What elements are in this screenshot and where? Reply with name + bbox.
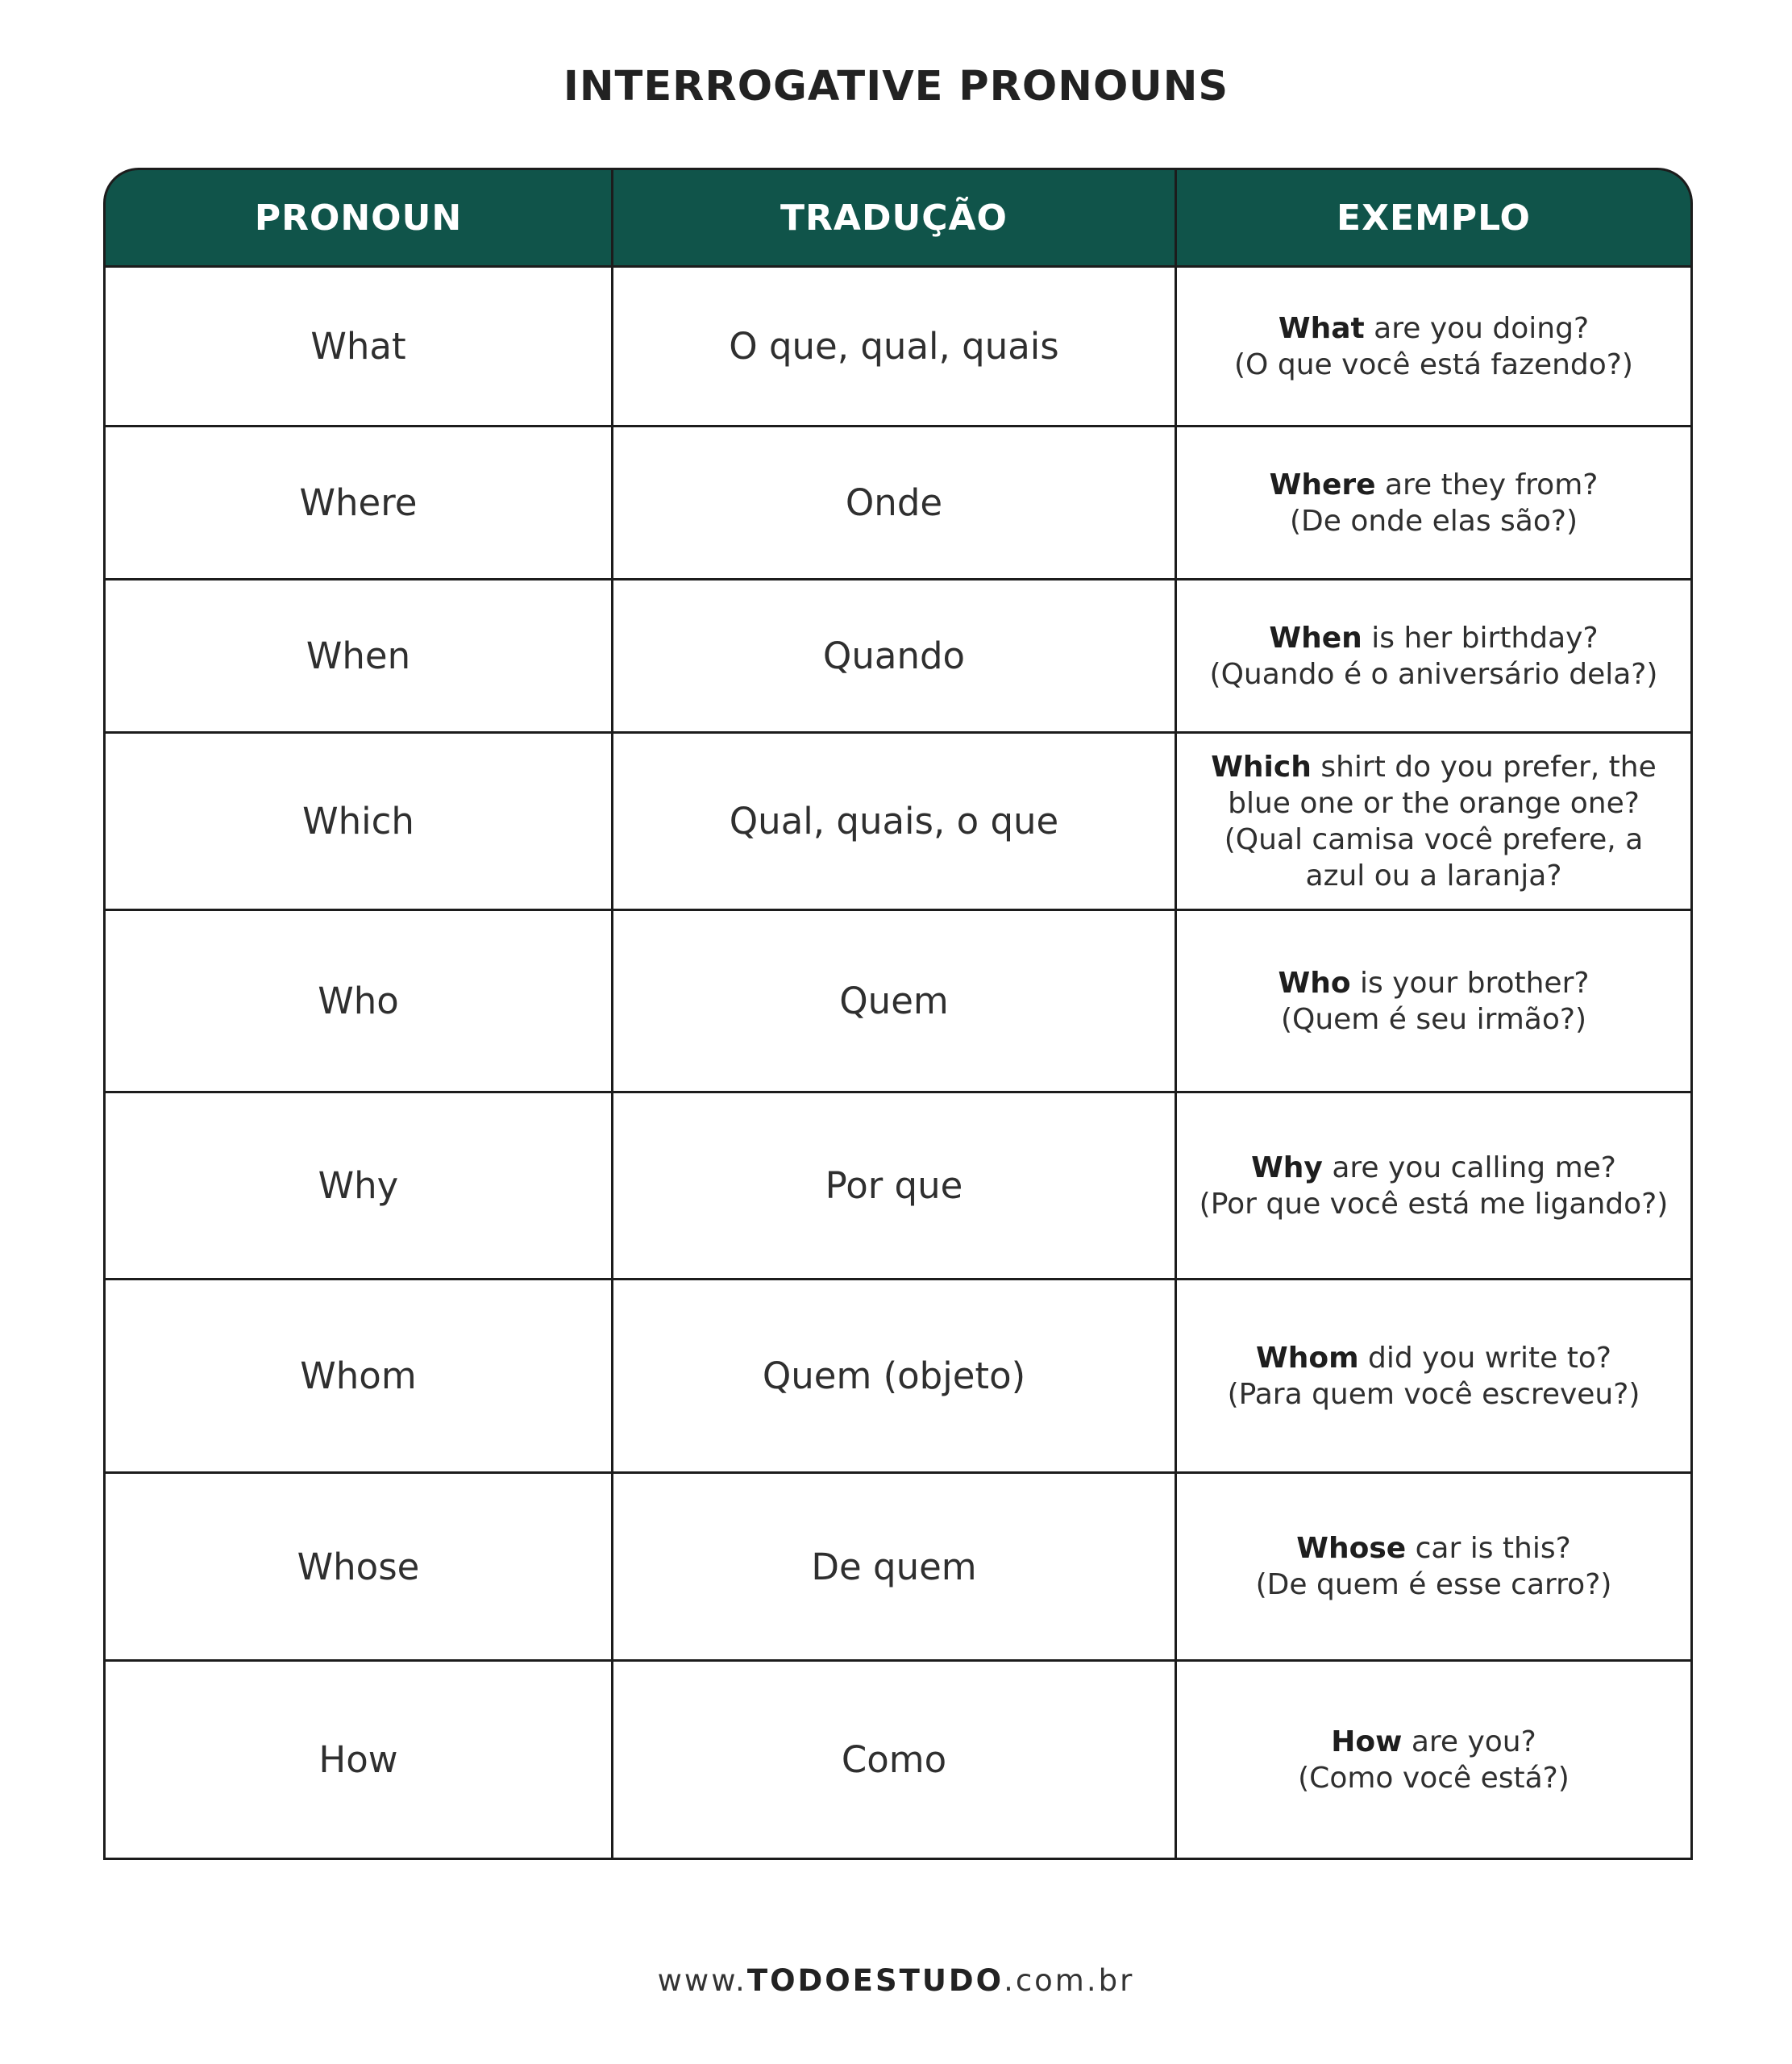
- example-translation: (Quando é o aniversário dela?): [1209, 657, 1658, 691]
- pronoun-cell: Who: [103, 911, 611, 1093]
- example-keyword: Whose: [1296, 1532, 1407, 1565]
- example-first-line: [1191, 620, 1676, 656]
- example-sentence: is your brother?: [1350, 966, 1590, 1000]
- example-cell: [1175, 1093, 1693, 1280]
- footer-brand: TODOESTUDO: [746, 1963, 1004, 1998]
- footer-suffix: .com.br: [1004, 1963, 1135, 1998]
- footer-prefix: www.: [657, 1963, 747, 1998]
- table-row: [103, 268, 1693, 427]
- example-first-line: [1191, 1150, 1676, 1186]
- example-cell: [1175, 580, 1693, 734]
- example-sentence: are you doing?: [1364, 311, 1590, 345]
- table-row: [103, 427, 1693, 580]
- translation-cell: Quando: [611, 580, 1175, 734]
- pronoun-cell: Whose: [103, 1474, 611, 1662]
- example-sentence: is her birthday?: [1362, 621, 1599, 655]
- example-sentence: are you?: [1402, 1725, 1536, 1758]
- example-keyword: What: [1278, 311, 1365, 345]
- example-cell: [1175, 911, 1693, 1093]
- example-cell: [1175, 1474, 1693, 1662]
- example-sentence: are you calling me?: [1322, 1151, 1616, 1184]
- table-row: [103, 1280, 1693, 1474]
- example-translation: (O que você está fazendo?): [1234, 347, 1633, 381]
- table-row: [103, 580, 1693, 734]
- table-row: [103, 1093, 1693, 1280]
- example-keyword: How: [1331, 1725, 1403, 1758]
- pronoun-cell: Why: [103, 1093, 611, 1280]
- example-first-line: [1191, 1340, 1676, 1376]
- pronoun-table-container: [103, 168, 1693, 1860]
- example-sentence: shirt do you prefer, the blue one or the orange one?: [1228, 750, 1657, 820]
- pronoun-cell: Whom: [103, 1280, 611, 1474]
- translation-cell: De quem: [611, 1474, 1175, 1662]
- example-translation: (Para quem você escreveu?): [1227, 1377, 1640, 1411]
- example-cell: [1175, 734, 1693, 911]
- header-traducao: TRADUÇÃO: [611, 168, 1175, 268]
- pronoun-cell: How: [103, 1662, 611, 1860]
- table-row: [103, 734, 1693, 911]
- example-sentence: car is this?: [1406, 1532, 1571, 1565]
- example-cell: [1175, 1662, 1693, 1860]
- example-keyword: Why: [1251, 1151, 1323, 1184]
- example-first-line: [1191, 749, 1676, 822]
- translation-cell: Qual, quais, o que: [611, 734, 1175, 911]
- page-title: INTERROGATIVE PRONOUNS: [563, 63, 1229, 110]
- header-pronoun: PRONOUN: [103, 168, 611, 268]
- translation-cell: Quem (objeto): [611, 1280, 1175, 1474]
- example-keyword: Who: [1278, 966, 1351, 1000]
- example-cell: [1175, 268, 1693, 427]
- example-translation: (Como você está?): [1298, 1761, 1570, 1795]
- example-translation: (De quem é esse carro?): [1255, 1568, 1612, 1601]
- example-translation: (Por que você está me ligando?): [1199, 1187, 1669, 1221]
- example-keyword: Whom: [1256, 1341, 1359, 1375]
- example-translation: (De onde elas são?): [1289, 504, 1578, 538]
- translation-cell: Por que: [611, 1093, 1175, 1280]
- pronoun-cell: What: [103, 268, 611, 427]
- translation-cell: Como: [611, 1662, 1175, 1860]
- table-row: [103, 911, 1693, 1093]
- example-translation: (Quem é seu irmão?): [1280, 1002, 1587, 1036]
- translation-cell: O que, qual, quais: [611, 268, 1175, 427]
- example-first-line: [1191, 965, 1676, 1001]
- table-row: [103, 1662, 1693, 1860]
- example-first-line: [1191, 1724, 1676, 1760]
- pronoun-cell: When: [103, 580, 611, 734]
- header-exemplo: EXEMPLO: [1175, 168, 1693, 268]
- example-cell: [1175, 1280, 1693, 1474]
- footer-website: [0, 1963, 1792, 1998]
- example-keyword: Where: [1269, 468, 1376, 501]
- example-keyword: When: [1269, 621, 1362, 655]
- table-header-row: [103, 168, 1693, 268]
- example-sentence: did you write to?: [1358, 1341, 1611, 1375]
- example-first-line: [1191, 467, 1676, 503]
- example-first-line: [1191, 310, 1676, 347]
- example-keyword: Which: [1211, 750, 1312, 784]
- pronoun-cell: Where: [103, 427, 611, 580]
- translation-cell: Onde: [611, 427, 1175, 580]
- table-row: [103, 1474, 1693, 1662]
- translation-cell: Quem: [611, 911, 1175, 1093]
- pronoun-cell: Which: [103, 734, 611, 911]
- example-translation: (Qual camisa você prefere, a azul ou a laranja?: [1224, 822, 1644, 893]
- example-cell: [1175, 427, 1693, 580]
- pronoun-table: [103, 168, 1693, 1860]
- example-sentence: are they from?: [1375, 468, 1599, 501]
- example-first-line: [1191, 1530, 1676, 1567]
